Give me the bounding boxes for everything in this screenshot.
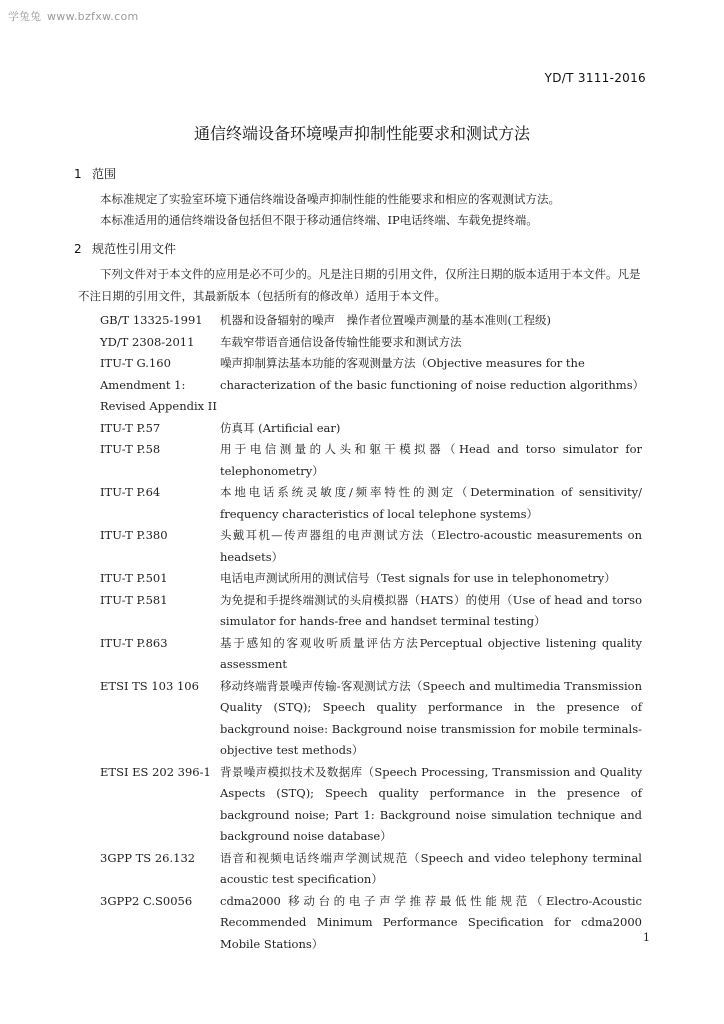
reference-description: 背景噪声模拟技术及数据库（Speech Processing, Transmission and Quality Aspects (STQ); Speech quality performance in the presence of background noise; Part 1: Background noise simulation technique and background noise database） bbox=[220, 764, 642, 843]
section-2-heading bbox=[74, 240, 176, 257]
reference-item bbox=[100, 375, 645, 397]
reference-code: ITU-T P.863 bbox=[100, 635, 168, 650]
reference-list bbox=[100, 310, 645, 955]
reference-description: characterization of the basic functioning of noise reduction algorithms） bbox=[220, 377, 645, 392]
reference-description: 基于感知的客观收听质量评估方法Perceptual objective listening quality assessment bbox=[220, 635, 642, 671]
reference-description: 机器和设备辐射的噪声 操作者位置噪声测量的基本准则(工程级) bbox=[220, 313, 551, 327]
section-2-paragraph: 下列文件对于本文件的应用是必不可少的。凡是注日期的引用文件，仅所注日期的版本适用于本文件。凡是不注日期的引用文件，其最新版本（包括所有的修改单）适用于本文件。 bbox=[78, 267, 641, 303]
reference-code: ETSI ES 202 396-1 bbox=[100, 764, 211, 779]
reference-description: 仿真耳 (Artificial ear) bbox=[220, 420, 341, 435]
page-number: 1 bbox=[643, 931, 650, 944]
reference-description: 语音和视频电话终端声学测试规范（Speech and video telephony terminal acoustic test specification） bbox=[220, 850, 642, 886]
reference-item bbox=[100, 848, 642, 891]
reference-description: 电话电声测试所用的测试信号（Test signals for use in telephonometry） bbox=[220, 571, 616, 585]
reference-item bbox=[100, 396, 642, 418]
section-number: 2 bbox=[74, 242, 82, 256]
reference-code: ETSI TS 103 106 bbox=[100, 678, 199, 693]
reference-code: ITU-T P.57 bbox=[100, 420, 161, 435]
section-1-heading bbox=[74, 165, 116, 182]
reference-item bbox=[100, 310, 642, 332]
reference-code: Revised Appendix II bbox=[100, 399, 217, 413]
reference-item bbox=[100, 482, 642, 525]
reference-description: 本地电话系统灵敏度/频率特性的测定（Determination of sensitivity/ frequency characteristics of local telephone systems） bbox=[220, 485, 642, 521]
reference-item bbox=[100, 676, 642, 762]
document-code: YD/T 3111-2016 bbox=[544, 71, 646, 85]
reference-code: 3GPP TS 26.132 bbox=[100, 850, 196, 865]
reference-description: 车载窄带语音通信设备传输性能要求和测试方法 bbox=[220, 334, 462, 349]
reference-description: cdma2000 移动台的电子声学推荐最低性能规范（Electro-Acoustic Recommended Minimum Performance Specification for cdma2000 Mobile Stations） bbox=[220, 893, 642, 951]
reference-item bbox=[100, 590, 642, 633]
section-1-paragraph: 本标准适用的通信终端设备包括但不限于移动通信终端、IP电话终端、车载免提终端。 bbox=[100, 213, 538, 227]
reference-description: 用于电信测量的人头和躯干模拟器（Head and torso simulator for telephonometry） bbox=[220, 442, 642, 478]
reference-code: ITU-T P.581 bbox=[100, 592, 168, 607]
reference-description: 头戴耳机—传声器组的电声测试方法（Electro-acoustic measurements on headsets） bbox=[220, 528, 642, 564]
reference-item bbox=[100, 568, 642, 590]
reference-code: Amendment 1: bbox=[100, 377, 186, 392]
document-title: 通信终端设备环境噪声抑制性能要求和测试方法 bbox=[193, 124, 530, 143]
reference-item bbox=[100, 762, 642, 848]
reference-item bbox=[100, 891, 642, 956]
reference-code: ITU-T P.501 bbox=[100, 571, 168, 585]
section-title: 范围 bbox=[92, 167, 117, 181]
reference-code: ITU-T P.380 bbox=[100, 528, 168, 542]
reference-code: GB/T 13325-1991 bbox=[100, 313, 203, 327]
reference-item bbox=[100, 353, 642, 375]
watermark bbox=[8, 8, 139, 24]
reference-item bbox=[100, 525, 642, 568]
reference-item bbox=[100, 439, 642, 482]
section-title: 规范性引用文件 bbox=[92, 242, 177, 256]
reference-code: 3GPP2 C.S0056 bbox=[100, 893, 193, 908]
reference-code: YD/T 2308-2011 bbox=[100, 334, 195, 349]
section-number: 1 bbox=[74, 167, 82, 181]
reference-item bbox=[100, 418, 642, 440]
reference-code: ITU-T P.64 bbox=[100, 485, 161, 499]
watermark-name: 学兔兔 bbox=[8, 10, 41, 23]
reference-description bbox=[220, 396, 642, 418]
reference-item bbox=[100, 633, 642, 676]
reference-code: ITU-T G.160 bbox=[100, 356, 171, 370]
watermark-site: www.bzfxw.com bbox=[47, 10, 139, 23]
reference-code: ITU-T P.58 bbox=[100, 442, 161, 456]
reference-item bbox=[100, 332, 642, 354]
reference-description: 为免提和手提终端测试的头肩模拟器（HATS）的使用（Use of head and torso simulator for hands-free and handset terminal testing） bbox=[220, 592, 642, 628]
reference-description: 噪声抑制算法基本功能的客观测量方法（Objective measures for the bbox=[220, 356, 585, 370]
section-1-paragraph: 本标准规定了实验室环境下通信终端设备噪声抑制性能的性能要求和相应的客观测试方法。 bbox=[100, 192, 560, 206]
reference-description: 移动终端背景噪声传输-客观测试方法（Speech and multimedia Transmission Quality (STQ); Speech quality performance in the presence of background noise: Background noise transmission for mobile terminals-objective test methods） bbox=[220, 678, 642, 757]
